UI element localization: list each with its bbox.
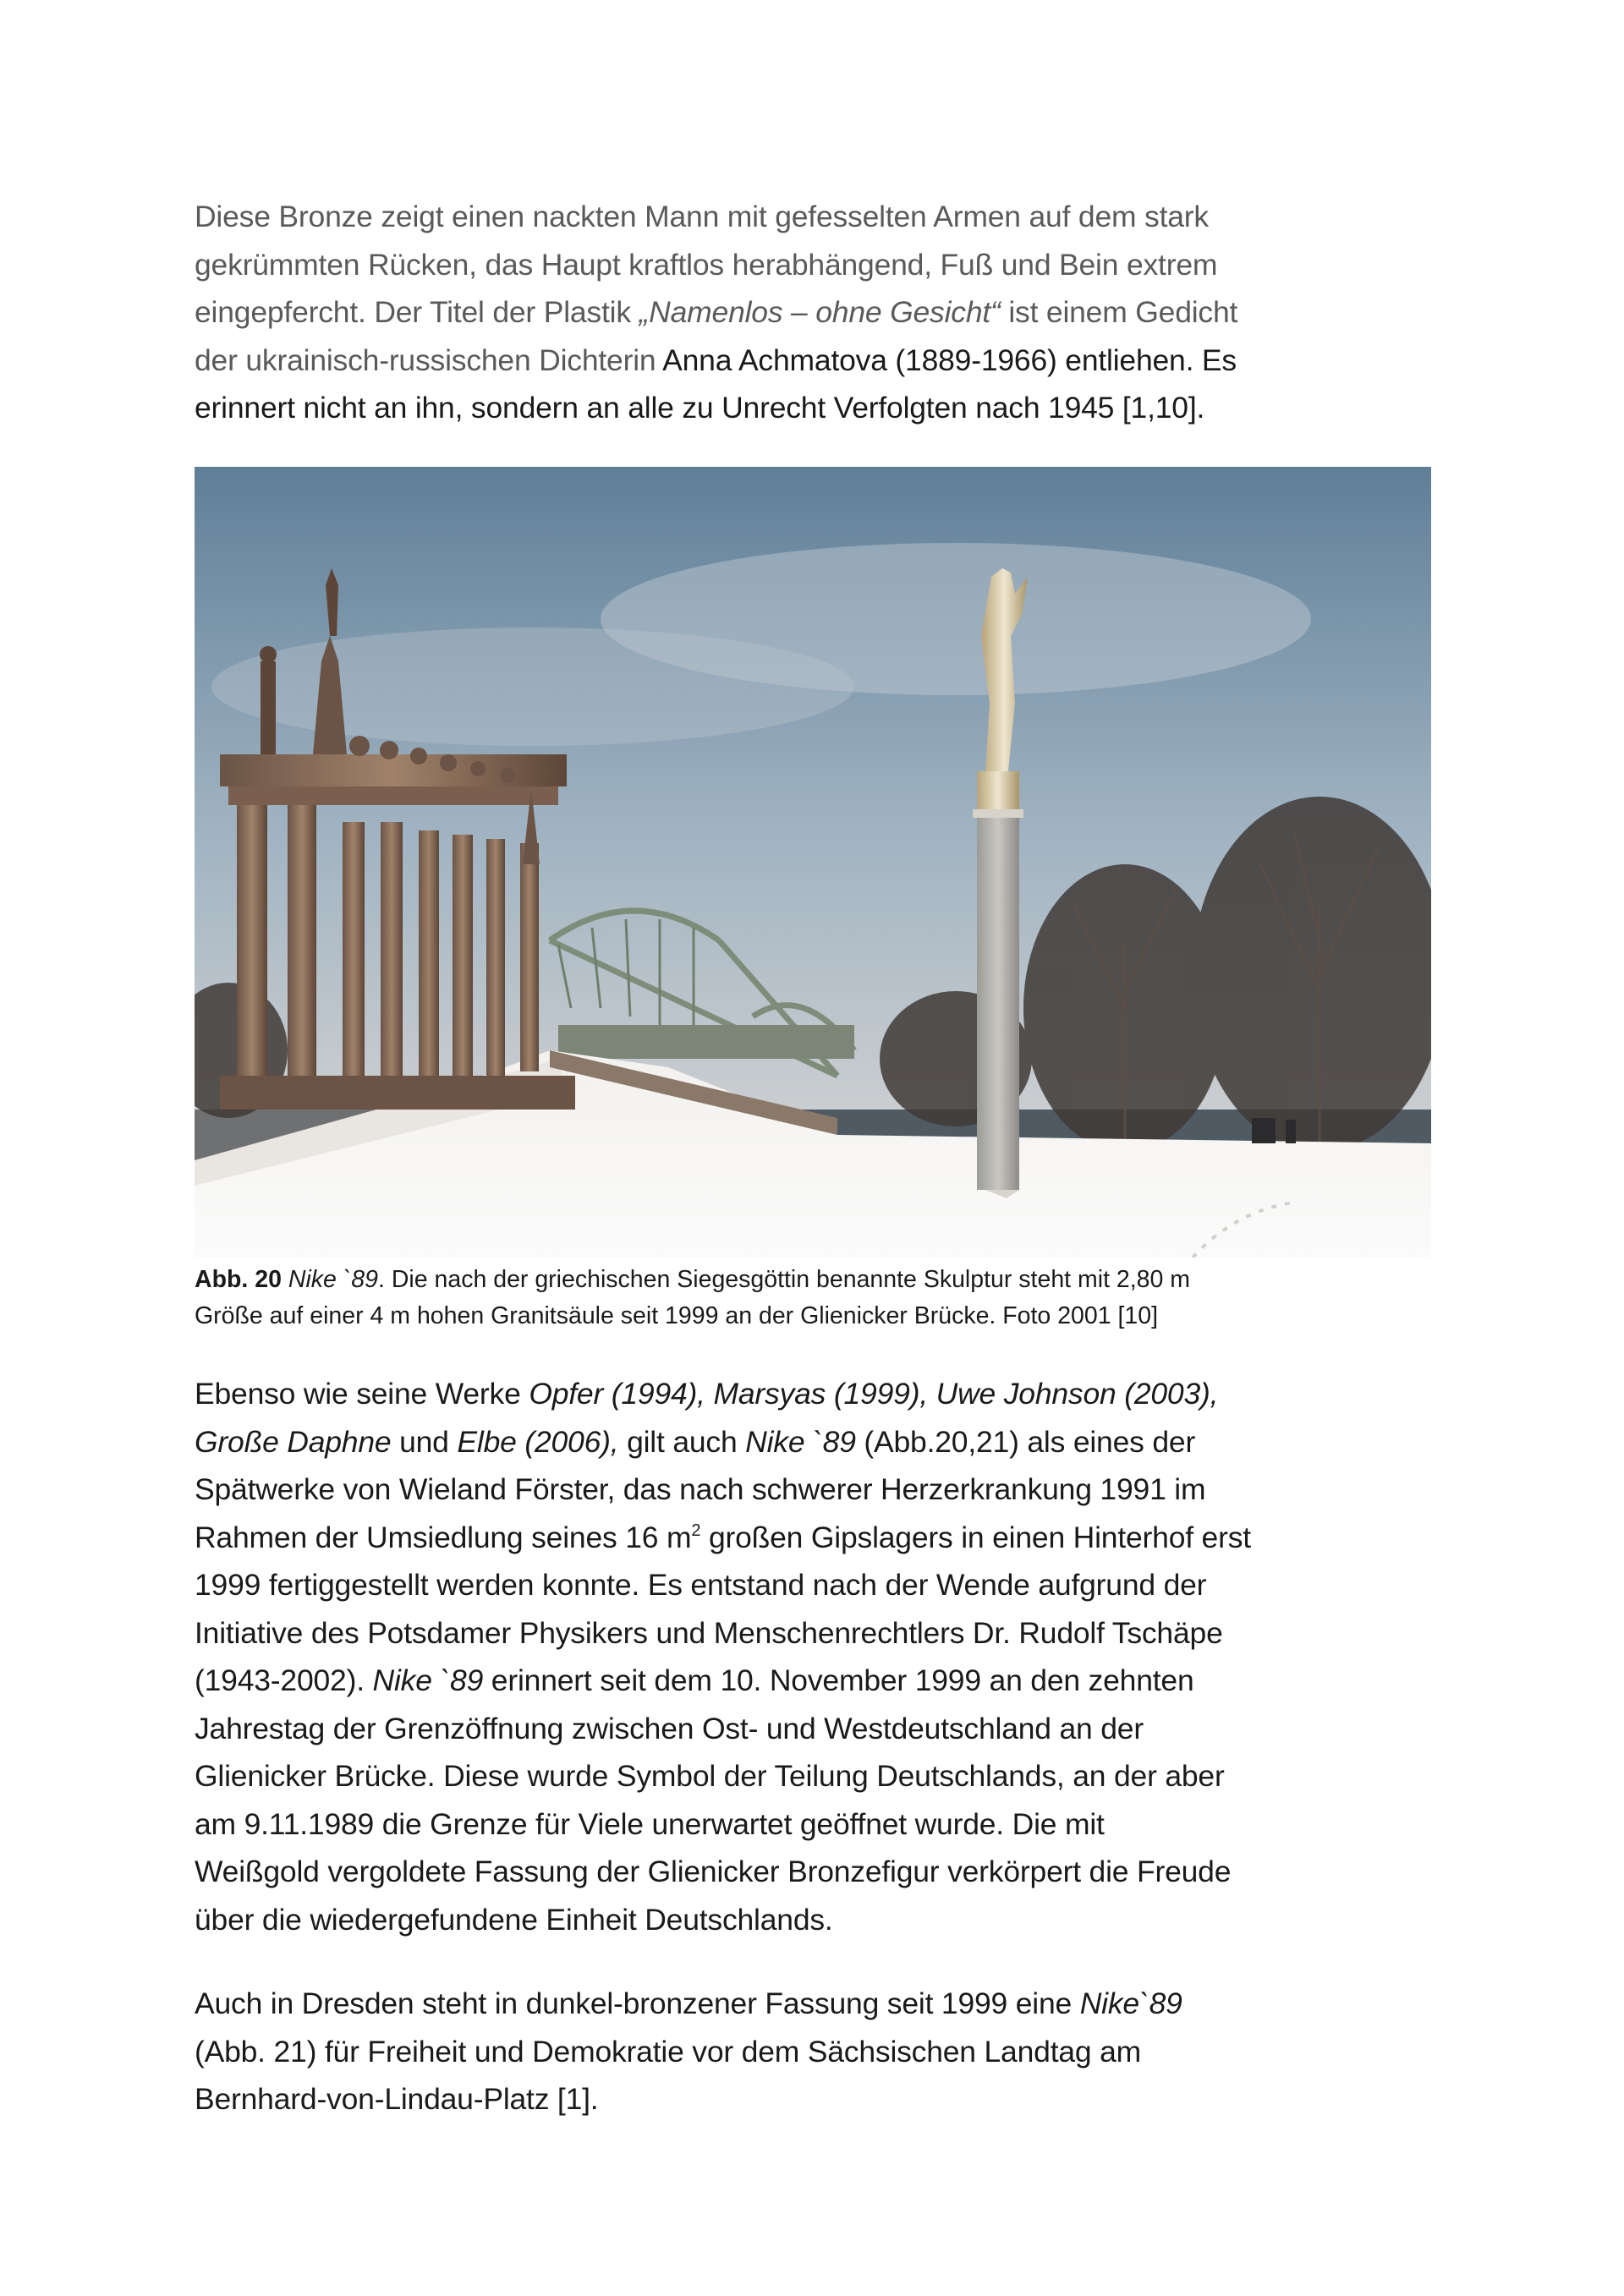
text-line: [195, 1418, 1438, 1466]
photo-nike-89-glienicker-bruecke: [195, 467, 1431, 1258]
text-line: Bernhard-von-Lindau-Platz [1].: [195, 2082, 599, 2116]
text-line: Glienicker Brücke. Diese wurde Symbol der Teilung Deutschlands, an der aber: [195, 1759, 1225, 1793]
work-title: Nike `89: [745, 1424, 856, 1459]
work-title: Nike`89: [1079, 1986, 1182, 2020]
text-line: Weißgold vergoldete Fassung der Glienicker Bronzefigur verkörpert die Freude: [195, 1855, 1232, 1888]
text-run: gilt auch: [618, 1424, 746, 1459]
text-line: [195, 1980, 1438, 2028]
text-line: über die wiedergefundene Einheit Deutschlands.: [195, 1902, 833, 1937]
figure-label: Abb. 20: [195, 1266, 282, 1293]
paragraph-intro: [195, 193, 1438, 432]
text-run: eingepfercht. Der Titel der Plastik: [195, 295, 639, 329]
works-list: Opfer (1994), Marsyas (1999), Uwe Johnson (2003),: [529, 1377, 1219, 1411]
sculpture-title: „Namenlos – ohne Gesicht“: [639, 295, 1001, 329]
text-line: erinnert nicht an ihn, sondern an alle zu Unrecht Verfolgten nach 1945 [1,10].: [195, 391, 1205, 425]
work-title: Elbe (2006),: [457, 1424, 619, 1459]
superscript: 2: [691, 1521, 701, 1540]
text-run: ist einem Gedicht: [1000, 295, 1238, 329]
text-run: erinnert seit dem 10. November 1999 an den zehnten: [483, 1663, 1194, 1697]
text-line: Initiative des Potsdamer Physikers und Menschenrechtlers Dr. Rudolf Tschäpe: [195, 1615, 1223, 1650]
text-line: gekrümmten Rücken, das Haupt kraftlos herabhängend, Fuß und Bein extrem: [195, 247, 1218, 282]
text-line: (Abb. 21) für Freiheit und Demokratie vor dem Sächsischen Landtag am: [195, 2034, 1142, 2069]
text-line: [195, 337, 1438, 385]
paragraph-dresden: [195, 1980, 1438, 2123]
photo-illustration: [195, 467, 1431, 1258]
text-line: Diese Bronze zeigt einen nackten Mann mit gefesselten Armen auf dem stark: [195, 200, 1209, 233]
text-run: Ebenso wie seine Werke: [195, 1377, 529, 1411]
text-line: [195, 1370, 1438, 1418]
text-run: . Die nach der griechischen Siegesgöttin benannte Skulptur steht mit 2,80 m: [377, 1266, 1191, 1293]
text-run: (Abb.20,21) als eines der: [855, 1424, 1196, 1459]
text-line: [195, 288, 1438, 337]
caption-line: [195, 1262, 1431, 1298]
text-run: Auch in Dresden steht in dunkel-bronzener Fassung seit 1999 eine: [195, 1986, 1080, 2020]
text-line: Jahrestag der Grenzöffnung zwischen Ost- und Westdeutschland an der: [195, 1711, 1144, 1745]
text-run: Anna Achmatova (1889-1966) entliehen. Es: [662, 342, 1237, 377]
caption-line: Größe auf einer 4 m hohen Granitsäule seit 1999 an der Glienicker Brücke. Foto 2001 [10]: [195, 1302, 1159, 1329]
text-line: [195, 1514, 1438, 1562]
figure-caption: [195, 1262, 1431, 1334]
text-line: Spätwerke von Wieland Förster, das nach schwerer Herzerkrankung 1991 im: [195, 1472, 1206, 1506]
text-line: 1999 fertiggestellt werden konnte. Es entstand nach der Wende aufgrund der: [195, 1568, 1207, 1602]
figure-title: Nike `89: [288, 1266, 378, 1293]
work-title: Große Daphne: [195, 1424, 392, 1459]
text-run: (1943-2002).: [195, 1663, 373, 1697]
text-line: [195, 1657, 1438, 1705]
text-run: der ukrainisch-russischen Dichterin: [195, 342, 663, 377]
text-run: großen Gipslagers in einen Hinterhof erst: [700, 1520, 1251, 1554]
work-title: Nike `89: [372, 1663, 484, 1697]
text-line: am 9.11.1989 die Grenze für Viele unerwartet geöffnet wurde. Die mit: [195, 1806, 1105, 1841]
text-run: Rahmen der Umsiedlung seines 16 m: [195, 1520, 692, 1554]
text-run: und: [391, 1424, 458, 1459]
paragraph-main: [195, 1370, 1438, 1943]
